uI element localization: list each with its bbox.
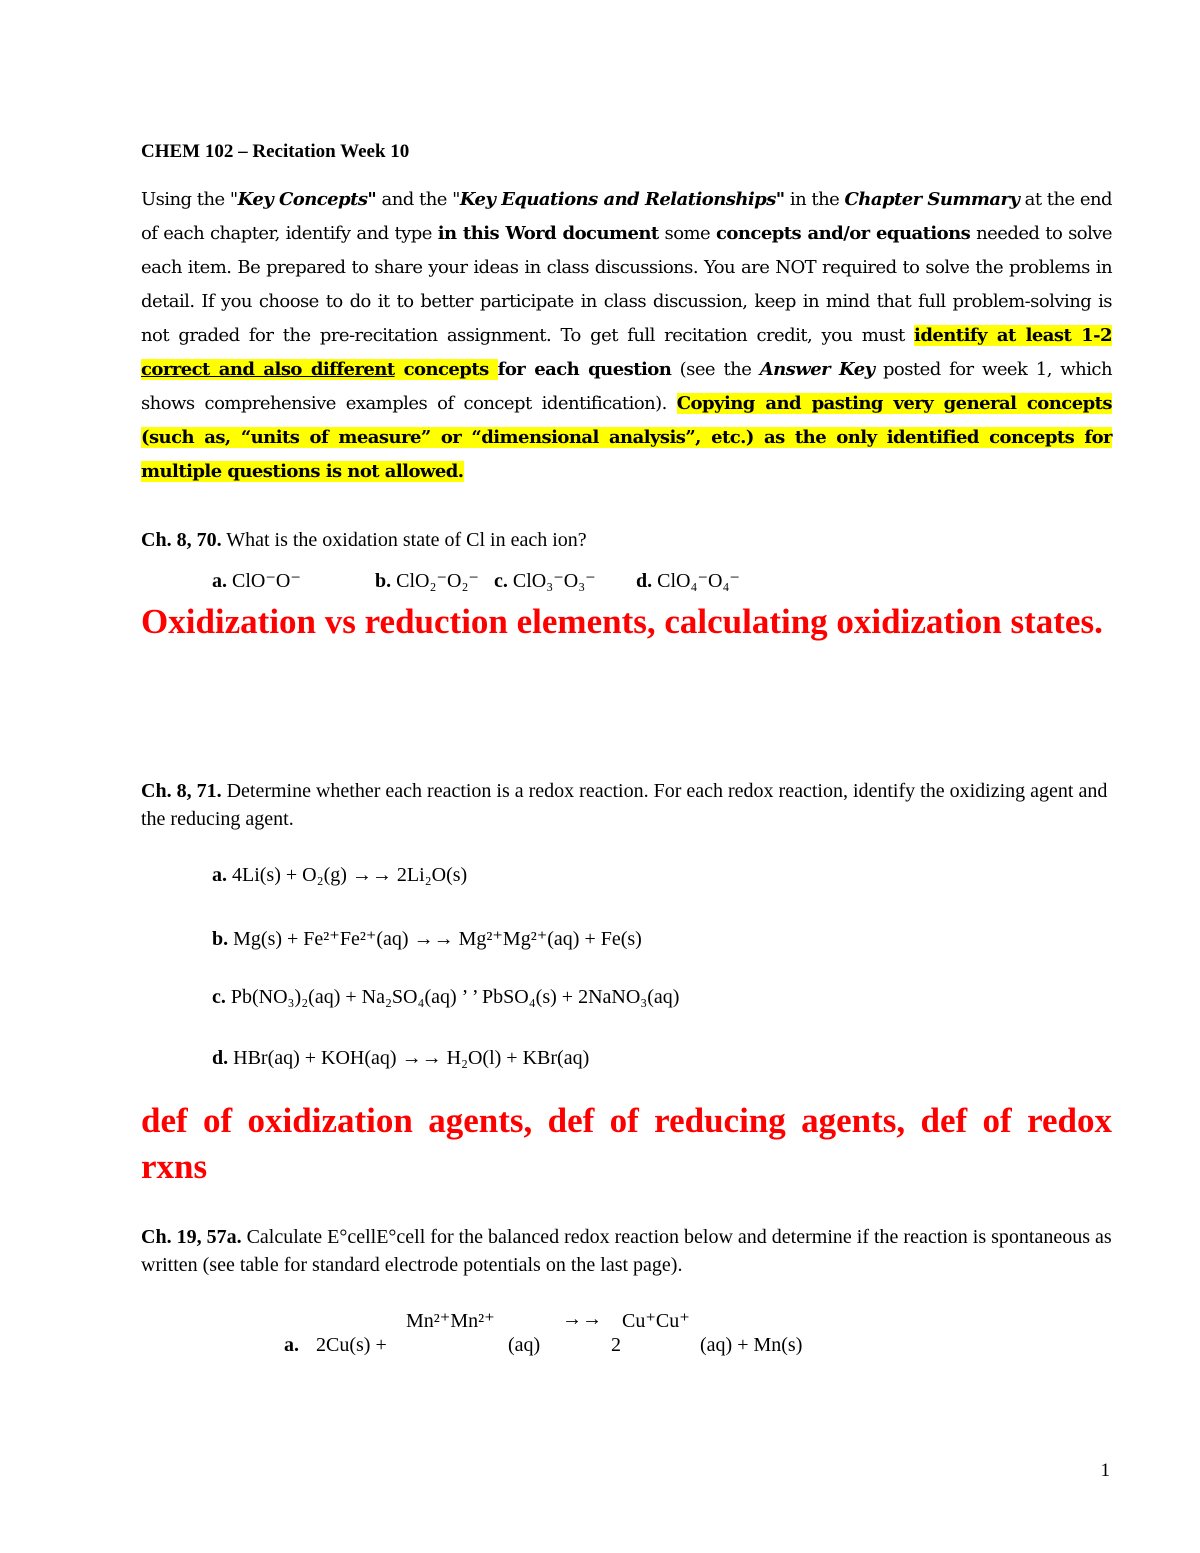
item-label: a. [212, 864, 227, 886]
ecell-symbol: E°cellE°cell [327, 1226, 426, 1248]
question-ch8-71 [141, 777, 1112, 833]
page-title: CHEM 102 – Recitation Week 10 [141, 141, 410, 162]
highlight-concepts: concepts [394, 359, 498, 380]
reaction-c [212, 986, 679, 1009]
ion-item-d [636, 568, 740, 593]
item-label: b. [212, 928, 229, 950]
intro-text: in the [784, 189, 845, 210]
question-text: Calculate [241, 1226, 328, 1248]
reaction-b [212, 926, 642, 951]
reaction-equation: HBr(aq) + KOH(aq) →→ H₂O(l) + KBr(aq) [233, 1047, 590, 1069]
reaction-d [212, 1047, 589, 1070]
intro-word-document: in this Word document [437, 223, 659, 244]
highlight-correct-different: correct and also different [141, 359, 395, 380]
answer-ch8-70: Oxidization vs reduction elements, calculating oxidization states. [141, 602, 1103, 641]
intro-text: (see the [671, 359, 760, 380]
question-text: What is the oxidation state of Cl in each ion? [221, 529, 587, 551]
question-label: Ch. 8, 70. [141, 529, 222, 551]
ion-formula: ClO₂⁻O₂⁻ [396, 570, 479, 592]
ion-item-c [494, 568, 596, 593]
item-label: d. [212, 1047, 229, 1069]
reaction-equation: 4Li(s) + O₂(g) →→ 2Li₂O(s) [232, 864, 468, 886]
intro-text: at the end of each chapter, identify and type [141, 189, 1112, 244]
intro-text: needed to solve each item. Be prepared to share your ideas in class discussions. You are NOT required to solve the problems in detail. If you choose to do it to better participate in class discussion, keep in mind that full problem-solving is not graded for the pre-recitation assignment. To get full recitation credit, you must [141, 223, 1112, 346]
intro-each-question: for each question [497, 359, 672, 380]
question-label: Ch. 8, 71. [141, 780, 222, 802]
item-label: b. [375, 570, 392, 592]
ion-formula: ClO₃⁻O₃⁻ [512, 570, 596, 592]
intro-text: Using the " [141, 189, 238, 210]
reaction-57a-label [284, 1334, 299, 1357]
intro-text: posted for week 1, which shows comprehensive examples of concept identification). [141, 359, 1112, 414]
question-text: for the balanced redox reaction below and determine if the reaction is spontaneous as written (see table for standard electrode potentials on the last page). [141, 1226, 1112, 1276]
ion-formula: ClO₄⁻O₄⁻ [657, 570, 740, 592]
reaction-equation: Mg(s) + Fe²⁺Fe²⁺(aq) →→ Mg²⁺Mg²⁺(aq) + Fe(s) [233, 928, 642, 950]
reaction-57a-coefficient: 2 [611, 1334, 621, 1356]
reaction-57a-arrow: →→ [562, 1308, 602, 1330]
reaction-57a-left: 2Cu(s) + [316, 1334, 387, 1356]
intro-key-concepts: Key Concepts" [237, 189, 377, 210]
reaction-equation: Pb(NO₃)₂(aq) + Na₂SO₄(aq) ’ ’ PbSO₄(s) + 2NaNO₃(aq) [230, 986, 680, 1008]
answer-ch8-71: def of oxidization agents, def of reducing agents, def of redox rxns [141, 1101, 1112, 1186]
question-text: Determine whether each reaction is a redox reaction. For each redox reaction, identify the oxidizing agent and the reducing agent. [141, 780, 1108, 830]
instructions-paragraph [141, 183, 1112, 489]
ion-item-a [212, 568, 301, 593]
item-label: a. [212, 570, 227, 592]
item-label: d. [636, 570, 653, 592]
reaction-57a-cu-ion: Cu⁺Cu⁺ [622, 1310, 690, 1332]
ion-item-b [375, 568, 479, 593]
highlight-copying-warning: Copying and pasting very general concepts (such as, “units of measure” or “dimensional analysis”, etc.) as the only identified concepts for multiple questions is not allowed. [141, 393, 1112, 482]
item-label: c. [494, 570, 508, 592]
intro-answer-key: Answer Key [759, 359, 875, 380]
intro-text: some [658, 223, 717, 244]
page-number: 1 [1100, 1460, 1110, 1481]
ion-formula: ClO⁻O⁻ [232, 570, 301, 592]
intro-chapter-summary: Chapter Summary [844, 189, 1020, 210]
reaction-57a-right: (aq) + Mn(s) [700, 1334, 803, 1356]
question-label: Ch. 19, 57a. [141, 1226, 242, 1248]
reaction-a [212, 864, 467, 887]
question-ch8-70 [141, 526, 1112, 554]
reaction-57a-aq1: (aq) [508, 1334, 541, 1356]
item-label: a. [284, 1334, 299, 1356]
reaction-57a-mn-ion: Mn²⁺Mn²⁺ [406, 1310, 495, 1332]
intro-key-equations: Key Equations and Relationships" [459, 189, 785, 210]
highlight-identify: identify at least 1-2 [914, 325, 1112, 346]
intro-concepts-equations: concepts and/or equations [716, 223, 971, 244]
intro-text: and the " [376, 189, 460, 210]
item-label: c. [212, 986, 226, 1008]
question-ch19-57a [141, 1223, 1112, 1279]
